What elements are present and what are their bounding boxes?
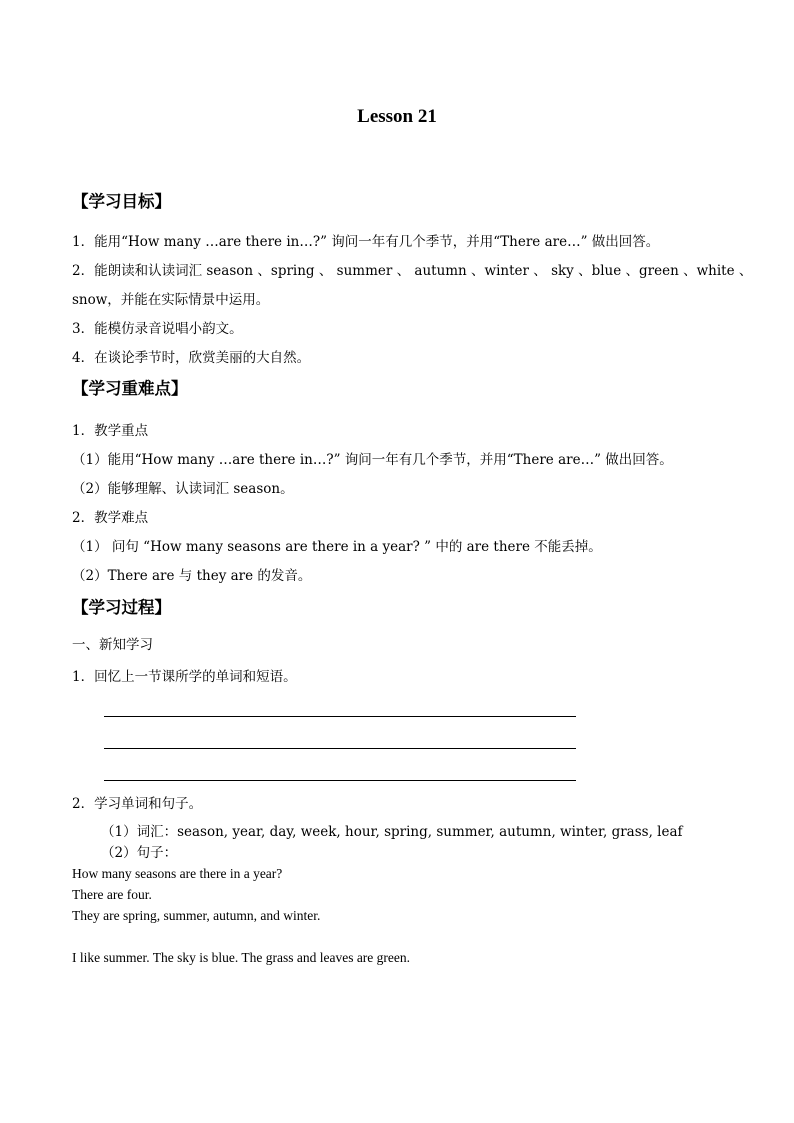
goal-item-4: 4．在谈论季节时，欣赏美丽的大自然。	[72, 350, 311, 366]
process-item-2: 2．学习单词和句子。	[72, 796, 203, 812]
keypoints-heading: 【学习重难点】	[72, 379, 188, 398]
sentence-line-1: How many seasons are there in a year?	[72, 866, 283, 881]
keypoint-item-1-2: （2）能够理解、认读词汇 season。	[72, 481, 294, 497]
keypoint-item-2-1: （1） 问句 “How many seasons are there in a year? ” 中的 are there 不能丢掉。	[72, 539, 602, 555]
goal-item-2: 2．能朗读和认读词汇 season 、spring 、 summer 、 autumn 、winter 、 sky 、blue 、green 、white 、	[72, 263, 753, 279]
keypoint-item-1: 1．教学重点	[72, 423, 149, 439]
answer-blank-line	[104, 716, 576, 717]
process-heading: 【学习过程】	[72, 598, 171, 617]
goals-heading: 【学习目标】	[72, 192, 171, 211]
page-title: Lesson 21	[357, 106, 437, 127]
answer-blank-line	[104, 748, 576, 749]
sentences-label: （2）句子：	[101, 845, 178, 861]
extra-sentence: I like summer. The sky is blue. The grass and leaves are green.	[72, 950, 411, 965]
sentence-line-3: They are spring, summer, autumn, and winter.	[72, 908, 321, 923]
process-item-1: 1．回忆上一节课所学的单词和短语。	[72, 669, 297, 685]
keypoint-item-2-2: （2）There are 与 they are 的发音。	[72, 568, 312, 584]
process-part-1: 一、新知学习	[72, 637, 153, 653]
keypoint-item-1-1: （1）能用“How many …are there in…?” 询问一年有几个季节，并用“There are…” 做出回答。	[72, 452, 673, 468]
goal-item-3: 3．能模仿录音说唱小韵文。	[72, 321, 243, 337]
answer-blank-line	[104, 780, 576, 781]
keypoint-item-2: 2．教学难点	[72, 510, 149, 526]
goal-item-2-cont: snow，并能在实际情景中运用。	[72, 292, 270, 308]
vocab-line: （1）词汇：season, year, day, week, hour, spring, summer, autumn, winter, grass, leaf	[101, 824, 683, 840]
goal-item-1: 1．能用“How many …are there in…?” 询问一年有几个季节，并用“There are…” 做出回答。	[72, 234, 660, 250]
sentence-line-2: There are four.	[72, 887, 152, 902]
